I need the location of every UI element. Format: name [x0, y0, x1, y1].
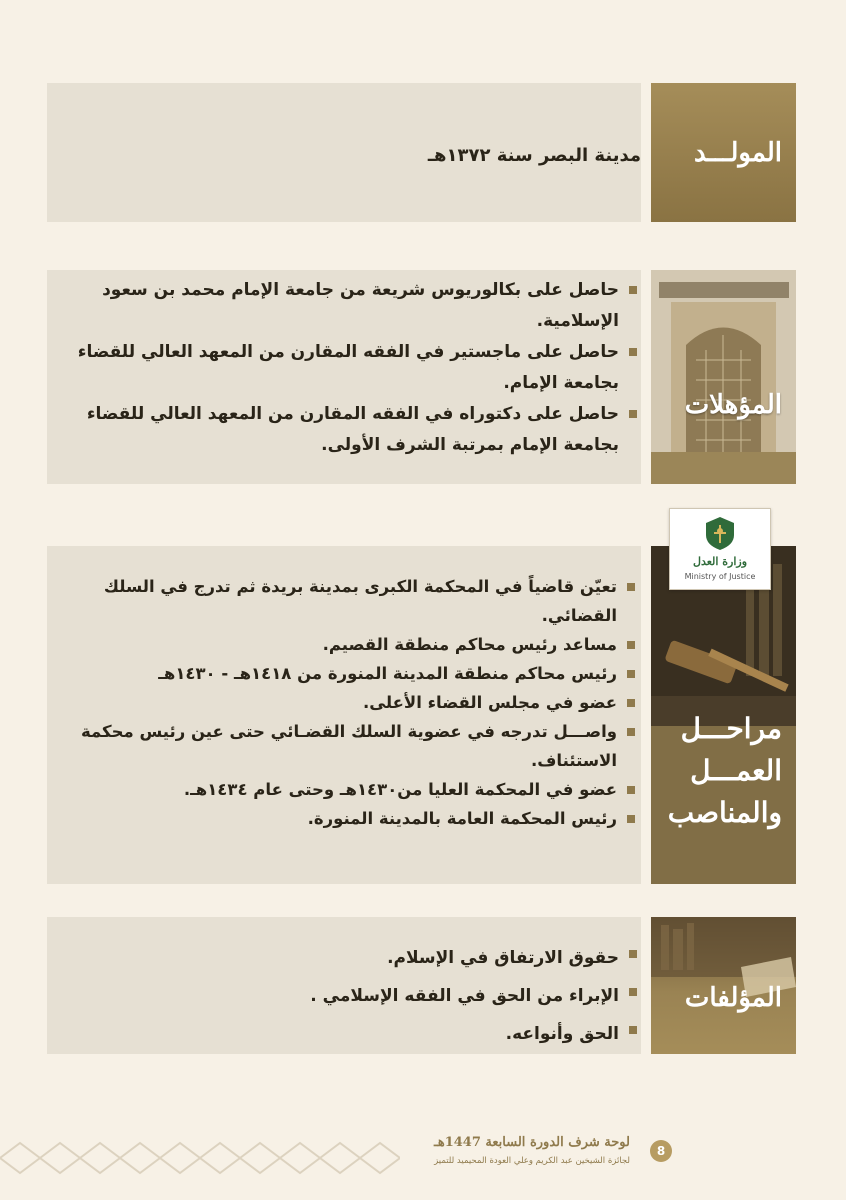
page-number-badge — [650, 1140, 672, 1162]
ministry-logo-caption: Ministry of Justice — [684, 572, 756, 581]
career-list — [61, 572, 637, 833]
birth-text: مدينة البصر سنة ١٣٧٢هـ — [427, 145, 641, 166]
career-label-line-3: والمناصب — [667, 796, 782, 829]
footer-subtitle: لجائزة الشيخين عبد الكريم وعلي العودة المحيميد للتميز — [434, 1156, 630, 1166]
works-image — [651, 917, 796, 1054]
works-panel — [47, 917, 641, 1054]
footer-ornament — [0, 1128, 400, 1188]
ministry-logo — [669, 508, 771, 590]
qualifications-image — [651, 270, 796, 484]
list-item: عضو في مجلس القضاء الأعلى. — [61, 688, 637, 717]
list-item: الحق وأنواعه. — [61, 1015, 639, 1053]
qualifications-list — [61, 275, 639, 461]
list-item: عضو في المحكمة العليا من١٤٣٠هـ وحتى عام ١٤٣٤هـ. — [61, 775, 637, 804]
university-gate-image — [651, 270, 796, 484]
list-item: حقوق الارتفاق في الإسلام. — [61, 939, 639, 977]
list-item: رئيس محاكم منطقة المدينة المنورة من ١٤١٨هـ - ١٤٣٠هـ — [61, 659, 637, 688]
list-item: مساعد رئيس محاكم منطقة القصيم. — [61, 630, 637, 659]
list-item: حاصل على ماجستير في الفقه المقارن من المعهد العالي للقضاء بجامعة الإمام. — [61, 337, 639, 399]
list-item: واصـــل تدرجه في عضوية السلك القضـائي حتى عين رئيس محكمة الاستئناف. — [61, 717, 637, 775]
list-item: تعيّن قاضياً في المحكمة الكبرى بمدينة بريدة ثم تدرج في السلك القضائي. — [61, 572, 637, 630]
birth-label: المولـــد — [693, 138, 782, 168]
career-label-line-1: مراحـــل — [680, 712, 782, 745]
birth-label-box — [651, 83, 796, 222]
page-number: 8 — [656, 1144, 666, 1158]
works-list — [61, 939, 639, 1053]
qualifications-label: المؤهلات — [684, 390, 782, 420]
career-label-line-2: العمـــل — [690, 754, 782, 787]
list-item: رئيس المحكمة العامة بالمدينة المنورة. — [61, 804, 637, 833]
list-item: حاصل على بكالوريوس شريعة من جامعة الإمام محمد بن سعود الإسلامية. — [61, 275, 639, 337]
career-label — [668, 708, 782, 834]
ministry-emblem-icon — [700, 513, 740, 553]
ministry-logo-text: وزارة العدل — [692, 555, 748, 568]
footer-title: لوحة شرف الدورة السابعة 1447هـ — [434, 1135, 630, 1150]
list-item: الإبراء من الحق في الفقه الإسلامي . — [61, 977, 639, 1015]
qualifications-panel — [47, 270, 641, 484]
list-item: حاصل على دكتوراه في الفقه المقارن من المعهد العالي للقضاء بجامعة الإمام بمرتبة الشرف الأولى. — [61, 399, 639, 461]
career-panel — [47, 546, 641, 884]
birth-panel — [47, 83, 641, 222]
works-label: المؤلفات — [684, 983, 782, 1013]
career-image — [651, 546, 796, 884]
